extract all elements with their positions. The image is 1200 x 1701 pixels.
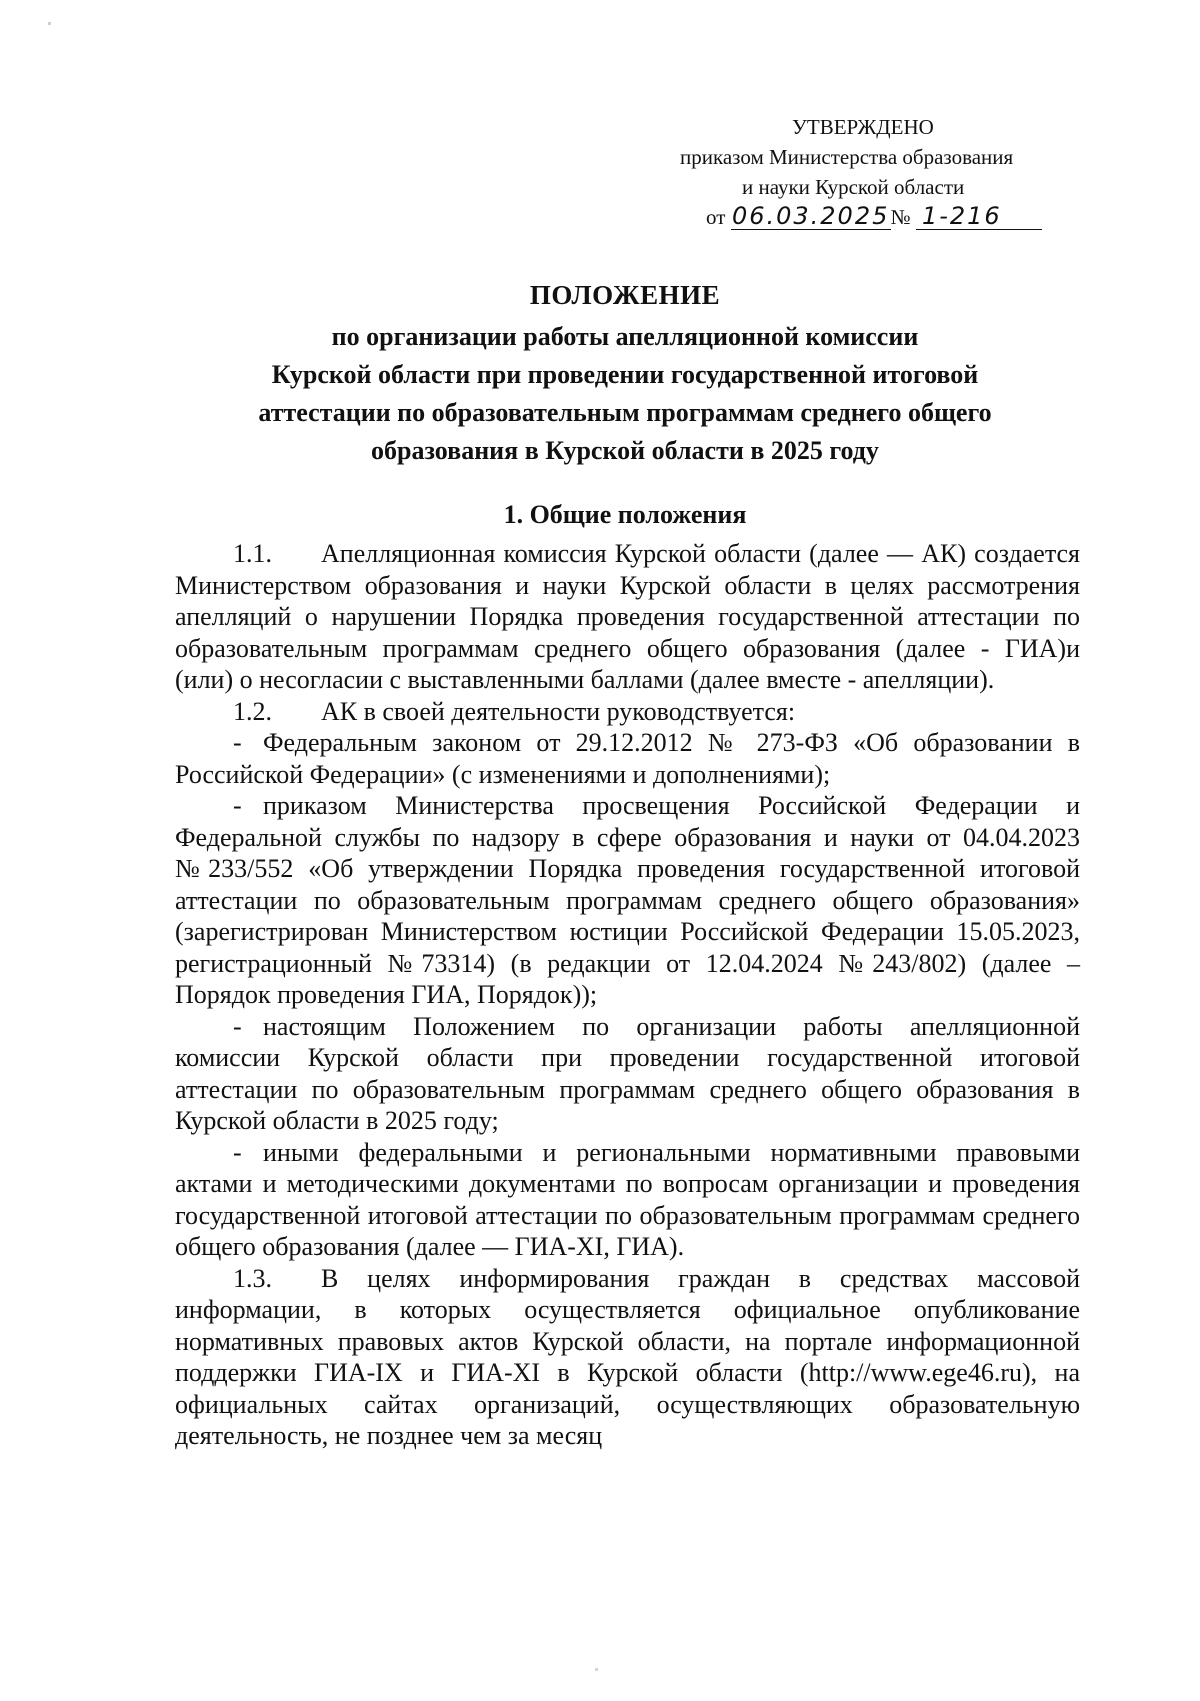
approval-stamp-block [680, 112, 1080, 232]
paragraph-text: Апелляционная комиссия Курской области (далее — АК) создается Министерством образования и науки Курской области в целях рассмотрения апелляций о нарушении Порядка проведения государственной аттестации по образовательным программам среднего общего образования (далее - ГИА)и (или) о несогласии с выставленными баллами (далее вместе - апелляции). [175, 539, 1080, 694]
approval-date-number-line [680, 202, 1080, 232]
scan-speck [595, 1668, 598, 1671]
list-item-text: приказом Министерства просвещения Российской Федерации и Федеральной службы по надзору в сфере образования и науки от 04.04.2023 №233/552 «Об утверждении Порядка проведения государственной итоговой аттестации по образовательным программам среднего общего образования» (зарегистрирован Министерством юстиции Российской Федерации 15.05.2023, регистрационный №73314) (в редакции от 12.04.2024 №243/802) (далее – Порядок проведения ГИА, Порядок)); [175, 791, 1080, 1009]
list-item-text: иными федеральными и региональными нормативными правовыми актами и методическими документами по вопросам организации и проведения государственной итоговой аттестации по образовательным программам среднего общего образования (далее — ГИА-XI, ГИА). [175, 1137, 1080, 1261]
list-dash: - [233, 791, 242, 820]
paragraph-1-3 [175, 1263, 1080, 1452]
section-body [175, 538, 1080, 1452]
list-item [175, 790, 1080, 1011]
list-dash: - [233, 1011, 242, 1041]
document-subtitle-line-4: образования в Курской области в 2025 году [371, 436, 879, 465]
paragraph-1-1 [175, 538, 1080, 696]
list-item-text: настоящим Положением по организации работы апелляционной комиссии Курской области при проведении государственной итоговой аттестации по образовательным программам среднего общего образования в Курской области в 2025 году; [175, 1011, 1080, 1135]
list-item [175, 1011, 1080, 1137]
approval-ministry-line: и науки Курской области [742, 175, 965, 199]
list-dash: - [233, 728, 242, 757]
list-dash: - [233, 1137, 242, 1167]
list-item [175, 727, 1080, 790]
list-item [175, 1137, 1080, 1263]
paragraph-number: 1.1. [233, 539, 272, 568]
scan-speck [48, 22, 51, 25]
approval-order-line: приказом Министерства образования [680, 145, 1014, 169]
number-label: № [890, 205, 911, 229]
document-subtitle-line-2: Курской области при проведении государственной итоговой [271, 360, 979, 389]
document-title: ПОЛОЖЕНИЕ [529, 280, 721, 310]
document-subtitle-line-3: аттестации по образовательным программам среднего общего [258, 398, 992, 427]
paragraph-text: АК в своей деятельности руководствуется: [321, 696, 796, 726]
handwritten-date: 06.03.2025 [731, 202, 890, 230]
document-subtitle-line-1: по организации работы апелляционной комиссии [331, 322, 919, 351]
approval-heading: УТВЕРЖДЕНО [792, 115, 934, 139]
document-title-block [175, 276, 1075, 470]
list-item-text: Федеральным законом от 29.12.2012 № 273-ФЗ «Об образовании в Российской Федерации» (с изменениями и дополнениями); [175, 728, 1080, 789]
paragraph-number: 1.3. [233, 1263, 272, 1293]
paragraph-1-2 [175, 696, 1080, 728]
handwritten-number: 1-216 [916, 203, 1042, 230]
paragraph-text: В целях информирования граждан в средствах массовой информации, в которых осуществляется официальное опубликование нормативных правовых актов Курской области, на портале информационной поддержки ГИА-IX и ГИА-XI в Курской области (http://www.ege46.ru), на официальных сайтах организаций, осуществляющих образовательную деятельность, не позднее чем за месяц [175, 1263, 1080, 1450]
paragraph-number: 1.2. [233, 696, 272, 726]
section-heading: 1. Общие положения [503, 500, 747, 529]
from-label: от [706, 205, 726, 229]
